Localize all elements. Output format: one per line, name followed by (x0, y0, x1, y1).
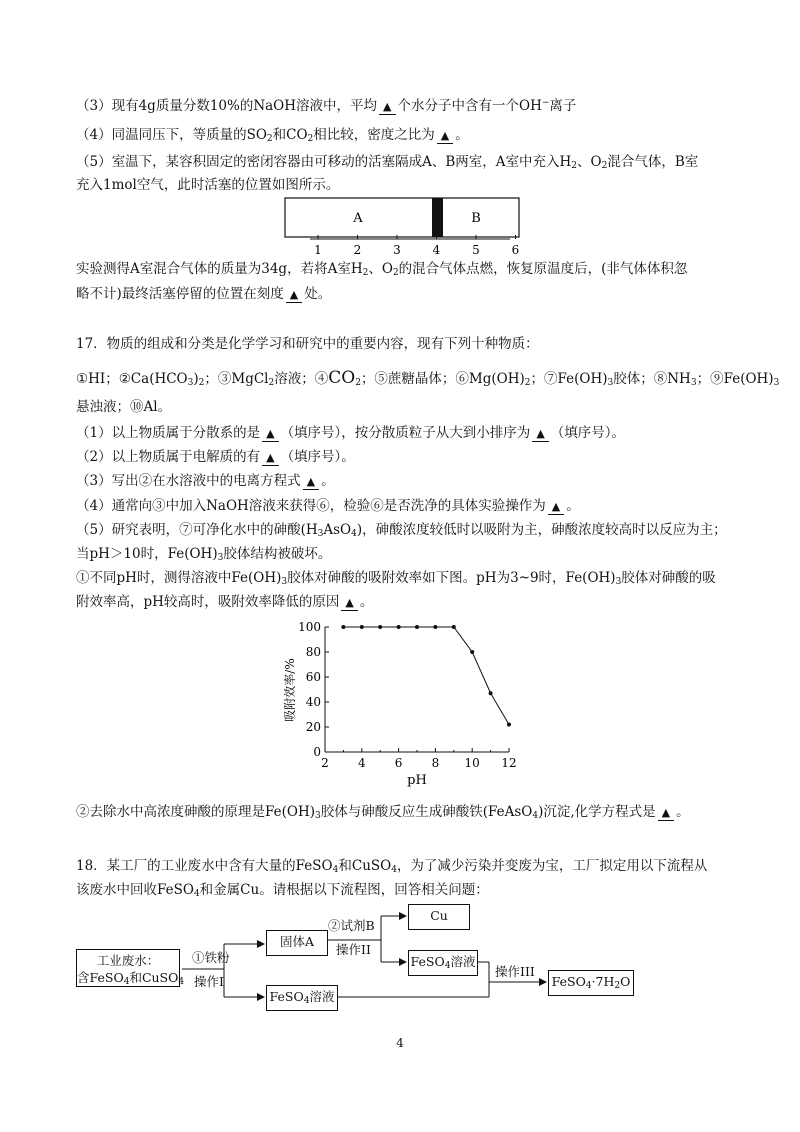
scale-tick-label: 3 (393, 243, 401, 257)
q16-after-line1: 实验测得A室混合气体的质量为34g，若将A室$H_2$、$O_2$的混合气体点燃，恢复原温度后，(非气体体积忽 (76, 261, 688, 278)
answer-blank[interactable] (303, 474, 319, 490)
scale-tick-label: 2 (353, 243, 362, 257)
triangle-icon: ▲ (536, 427, 545, 440)
triangle-icon: ▲ (661, 806, 671, 819)
triangle-icon: ▲ (345, 596, 354, 609)
answer-blank[interactable] (437, 128, 453, 144)
piston-diagram (280, 194, 530, 258)
q17-sub2: （2）以上物质属于电解质的有 ▲ （填序号）。 (76, 449, 355, 465)
scale-tick-label: 1 (314, 243, 322, 257)
series-points (341, 625, 511, 727)
y-tick-label: 100 (298, 620, 321, 634)
q16-part5-line2: 充入1mol空气，此时活塞的位置如图所示。 (76, 177, 340, 193)
answer-blank[interactable] (286, 287, 302, 303)
chamber-a-label: A (353, 211, 363, 226)
answer-blank[interactable] (262, 450, 278, 466)
triangle-icon: ▲ (551, 500, 561, 513)
step3-operation: 操作III (495, 964, 535, 979)
step1-label: ①铁粉 (192, 950, 230, 965)
answer-blank[interactable] (341, 595, 357, 611)
chamber-b-label: B (471, 211, 481, 226)
data-point (415, 625, 419, 629)
q17-c1-line2: 附效率高，pH较高时，吸附效率降低的原因 ▲ 。 (76, 594, 374, 610)
q17-sub1: （1）以上物质属于分散系的是 ▲ （填序号），按分散质粒子从大到小排序为 ▲ （填序号）。 (76, 425, 626, 441)
data-point (489, 691, 493, 695)
y-axis-label: 吸附效率/% (283, 658, 297, 722)
product-box: $FeSO_4\cdot 7H_2O$ (548, 970, 634, 996)
q16-part4: （4）同温同压下，等质量的$SO_2$和$CO_2$相比较，密度之比为 ▲ 。 (76, 127, 469, 144)
data-point (341, 625, 345, 629)
q17-sub4: （4）通常向③中加入NaOH溶液来获得⑥，检验⑥是否洗净的具体实验操作为 ▲ 。 (76, 498, 580, 514)
data-point (452, 625, 456, 629)
feso4-solution-box-lower: FeSO$_4$溶液 (266, 985, 338, 1011)
triangle-icon: ▲ (266, 451, 275, 464)
solid-a-box: 固体A (266, 930, 328, 956)
cu-box: Cu (408, 904, 470, 930)
axis-ticks (298, 620, 517, 770)
data-point (360, 625, 364, 629)
data-point (397, 625, 401, 629)
q17-substance-list-cont: 悬浊液；⑩Al。 (76, 399, 172, 415)
x-tick-label: 2 (321, 756, 329, 770)
scale-tick-label: 4 (432, 243, 441, 257)
data-point (507, 723, 511, 727)
y-tick-label: 40 (305, 695, 321, 709)
q17-sub5-line2: 当pH＞10时，$Fe(OH)_3$胶体结构被破坏。 (76, 546, 332, 563)
q17-intro: 17．物质的组成和分类是化学学习和研究中的重要内容，现有下列十种物质： (76, 336, 539, 352)
answer-blank[interactable] (379, 99, 395, 115)
q17-c2: ②去除水中高浓度砷酸的原理是$Fe(OH)_3$胶体与砷酸反应生成砷酸铁(FeAsO$_4$)沉淀,化学方程式是 ▲ 。 (76, 804, 690, 821)
container-outline (285, 198, 519, 237)
x-tick-label: 12 (501, 756, 517, 770)
data-point (378, 625, 382, 629)
piston-block (432, 198, 443, 237)
data-point (470, 650, 474, 654)
x-tick-label: 4 (357, 756, 366, 770)
q16-part3: （3）现有4g质量分数10%的NaOH溶液中，平均 ▲ 个水分子中含有一个OH−离子 (76, 98, 577, 114)
q18-line2: 该废水中回收FeSO$_4$和金属Cu。请根据以下流程图，回答相关问题： (76, 882, 489, 899)
answer-blank[interactable] (262, 426, 278, 442)
q17-sub3: （3）写出②在水溶液中的电离方程式 ▲ 。 (76, 473, 335, 489)
q17-substance-list: ①HI；$②Ca(HCO_3)_2$；③MgCl$_2$溶液；$④CO_2$；⑤蔗糖晶体；$⑥Mg(OH)_2$；$⑦Fe(OH)_3$胶体；$⑧NH_3$；$⑨Fe(OH)_3$ (76, 368, 780, 388)
series-line (343, 627, 509, 725)
q17-sub5-line1: （5）研究表明，⑦可净化水中的砷酸$(H_3AsO_4)$，砷酸浓度较低时以吸附为主，砷酸浓度较高时以反应为主； (76, 522, 727, 539)
waste-water-box: 工业废水： 含FeSO$_4$和CuSO$_4$ (76, 949, 180, 987)
y-tick-label: 20 (305, 720, 321, 734)
answer-blank[interactable] (548, 499, 564, 515)
data-point (433, 625, 437, 629)
answer-blank[interactable] (532, 426, 548, 442)
page-number: 4 (396, 1036, 404, 1050)
q18-line1: 18．某工厂的工业废水中含有大量的FeSO$_4$和CuSO$_4$，为了减少污染并变废为宝，工厂拟定用以下流程从 (76, 858, 708, 875)
adsorption-chart (270, 612, 530, 790)
x-tick-label: 8 (431, 756, 440, 770)
triangle-icon: ▲ (306, 475, 316, 488)
step2-label: ②试剂B (328, 918, 375, 933)
scale-tick-label: 6 (511, 243, 520, 257)
scale-tick-label: 5 (472, 243, 480, 257)
x-axis-label: pH (407, 773, 427, 788)
x-tick-label: 10 (464, 756, 480, 770)
feso4-solution-box-upper: FeSO$_4$溶液 (408, 950, 478, 976)
q16-part5-line1: （5）室温下，某容积固定的密闭容器由可移动的活塞隔成A、B两室，A室中充入$H_2$、$O_2$混合气体，B室 (76, 154, 699, 171)
scale-ticks (314, 235, 519, 257)
answer-blank[interactable] (658, 805, 674, 821)
y-tick-label: 60 (305, 670, 321, 684)
q16-after-line2: 略不计)最终活塞停留的位置在刻度 ▲ 处。 (76, 286, 332, 302)
y-tick-label: 0 (313, 745, 321, 759)
triangle-icon: ▲ (289, 288, 299, 301)
y-tick-label: 80 (305, 645, 321, 659)
triangle-icon: ▲ (383, 100, 392, 113)
step2-operation: 操作II (336, 942, 371, 957)
triangle-icon: ▲ (440, 129, 450, 142)
step1-operation: 操作I (194, 974, 224, 989)
triangle-icon: ▲ (266, 427, 275, 440)
q17-c1-line1: ①不同pH时，测得溶液中$Fe(OH)_3$胶体对砷酸的吸附效率如下图。pH为3~9时，$Fe(OH)_3$胶体对砷酸的吸 (76, 570, 716, 587)
x-tick-label: 6 (394, 756, 403, 770)
